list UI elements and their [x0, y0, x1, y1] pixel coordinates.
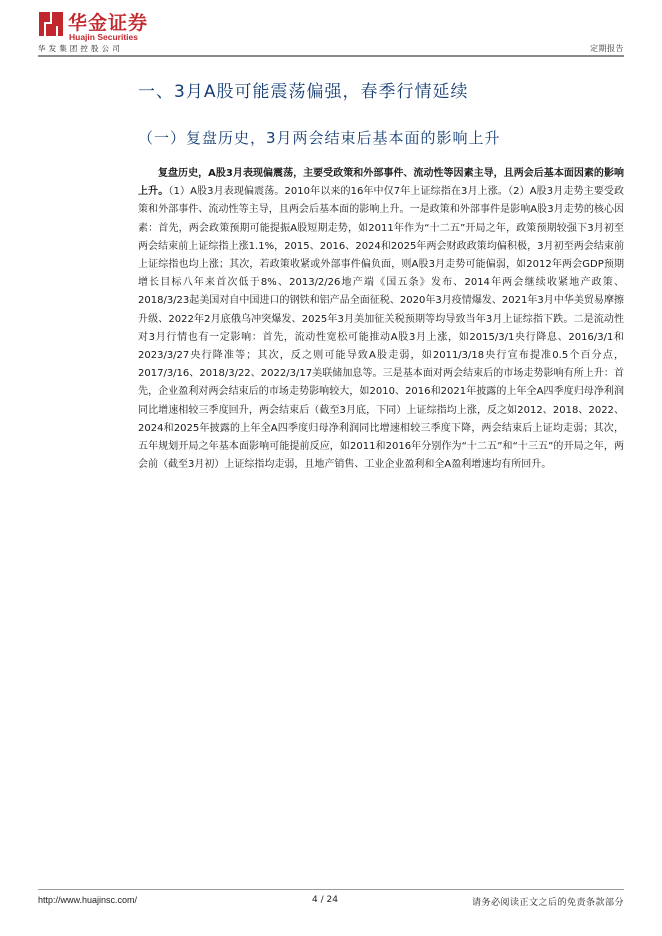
page-header — [38, 10, 624, 56]
huajin-logo-icon — [38, 10, 64, 38]
logo-english-name: Huajin Securities — [69, 32, 138, 42]
company-full-name: 华发集团控股公司 — [38, 44, 123, 53]
company-logo — [38, 10, 188, 56]
footer-disclaimer: 请务必阅读正文之后的免责条款部分 — [471, 898, 624, 908]
subsection-title: （一）复盘历史，3月两会结束后基本面的影响上升 — [138, 129, 501, 147]
section-title: 一、3月A股可能震荡偏强，春季行情延续 — [138, 82, 469, 102]
header-divider — [38, 55, 624, 57]
logo-chinese-name: 华金证券 — [68, 12, 149, 34]
body-paragraph — [138, 165, 624, 474]
page-number: 4 / 24 — [312, 895, 338, 905]
footer-website-link[interactable]: http://www.huajinsc.com/ — [38, 895, 138, 905]
report-type-label: 定期报告 — [590, 44, 624, 53]
lead-sentence: 复盘历史，A股3月表现偏震荡，主要受政策和外部事件、流动性等因素主导，且两会后基本面因素的影响上升。 — [138, 168, 624, 198]
paragraph-text: （1）A股3月表现偏震荡。2010年以来的16年中仅7年上证综指在3月上涨。（2）A股3月走势主要受政策和外部事件、流动性等主导，且两会后基本面的影响上升。一是政策和外部事件是影响A股3月走势的核心因素：首先，两会政策预期可能提振A股短期走势，如2011年作为“十二五”开局之年，政策预期较强下3月初至两会结束前上证综指上涨1.1%，2015、2016、2024和2025年两会财政政策均偏积极，3月初至两会结束前上证综指也均上涨；其次，若政策收紧或外部事件偏负面，则A股3月走势可能偏弱，如2012年两会GDP预期增长目标八年来首次低于8%、2013/2/26地产端《国五条》发布、2014年两会继续收紧地产政策、2018/3/23起美国对自中国进口的钢铁和铝产品全面征税、2020年3月疫情爆发、2021年3月中华美贸易摩擦升级、2022年2月底俄乌冲突爆发、2025年3月美加征关税预期等均导致当年3月上证综指下跌。二是流动性对3月行情也有一定影响：首先，流动性宽松可能推动A股3月上涨，如2015/3/1央行降息、2016/3/1和2023/3/27央行降准等；其次，反之则可能导致A股走弱，如2011/3/18央行宣布提准0.5个百分点，2017/3/16、2018/3/22、2022/3/17美联储加息等。三是基本面对两会结束后的市场走势影响有所上升：首先，企业盈利对两会结束后的市场走势影响较大，如2010、2016和2021年披露的上年全A四季度归母净利润同比增速相较三季度回升，两会结束后（截至3月底，下同）上证综指均上涨，反之如2012、2018、2022、2024和2025年披露的上年全A四季度归母净利润同比增速相较三季度下降，两会结束后上证均走弱；其次，五年规划开局之年基本面影响可能提前反应，如2011和2016年分别作为“十二五”和“十三五”的开局之年，两会前（截至3月初）上证综指均走弱，且地产销售、工业企业盈利和全A盈利增速均有所回升。 — [138, 186, 625, 471]
footer-divider — [38, 889, 624, 890]
